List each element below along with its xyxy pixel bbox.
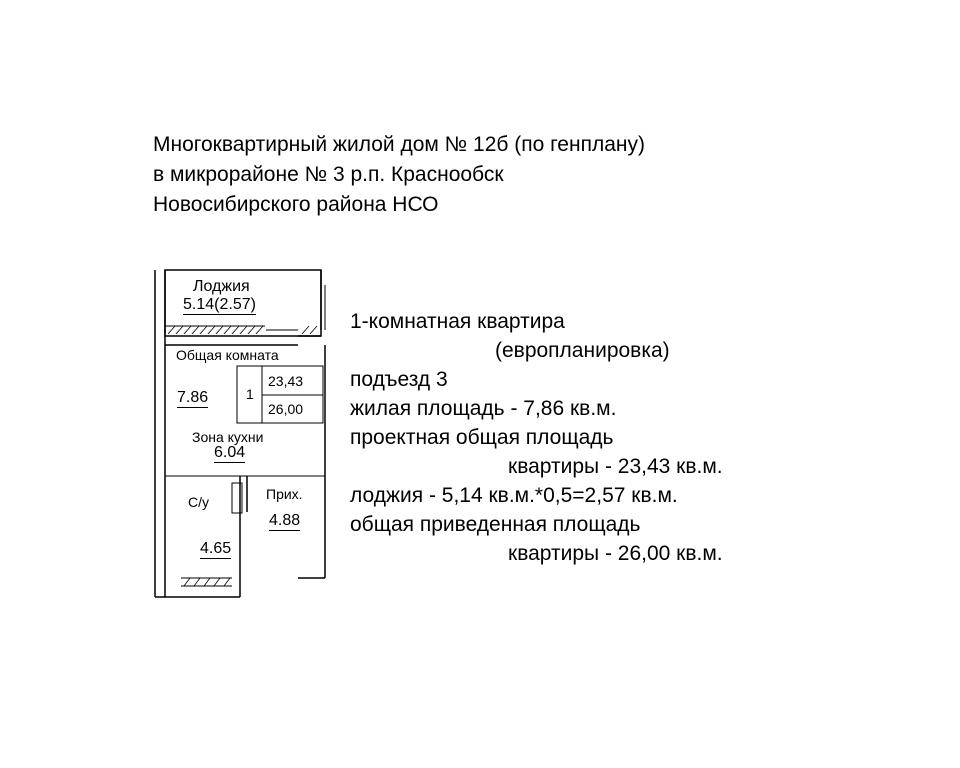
loggia-area: 5.14(2.57): [183, 296, 256, 313]
desc-line-6: квартиры - 23,43 кв.м.: [508, 455, 723, 478]
header-line-2: в микрорайоне № 3 р.п. Краснообск: [153, 163, 504, 186]
living-room-label: Общая комната: [176, 347, 279, 363]
kitchen-area: 6.04: [214, 444, 246, 461]
desc-line-1: 1-комнатная квартира: [350, 310, 565, 333]
living-room-area: 7.86: [177, 389, 209, 406]
apartment-description: [350, 307, 723, 568]
header-line-3: Новосибирского района НСО: [153, 193, 439, 216]
desc-line-5: проектная общая площадь: [350, 426, 614, 449]
loggia-label: Лоджия: [193, 278, 250, 295]
desc-line-7: лоджия - 5,14 кв.м.*0,5=2,57 кв.м.: [350, 484, 678, 507]
kitchen-label: Зона кухни: [192, 429, 264, 445]
total-area: 23,43: [268, 373, 304, 389]
desc-line-4: жилая площадь - 7,86 кв.м.: [350, 397, 617, 420]
desc-line-3: подъезд 3: [350, 368, 448, 391]
reduced-area: 26,00: [268, 401, 304, 417]
bathroom-area: 4.65: [200, 540, 232, 557]
desc-line-2: (европланировка): [495, 339, 670, 362]
desc-line-9: квартиры - 26,00 кв.м.: [508, 542, 723, 565]
bathroom-label: С/у: [188, 494, 209, 510]
rooms-count: 1: [246, 386, 254, 402]
hall-label: Прих.: [266, 486, 303, 502]
desc-line-8: общая приведенная площадь: [350, 513, 641, 536]
header-line-1: Многоквартирный жилой дом № 12б (по генплану): [153, 133, 645, 156]
hall-area: 4.88: [269, 512, 301, 529]
